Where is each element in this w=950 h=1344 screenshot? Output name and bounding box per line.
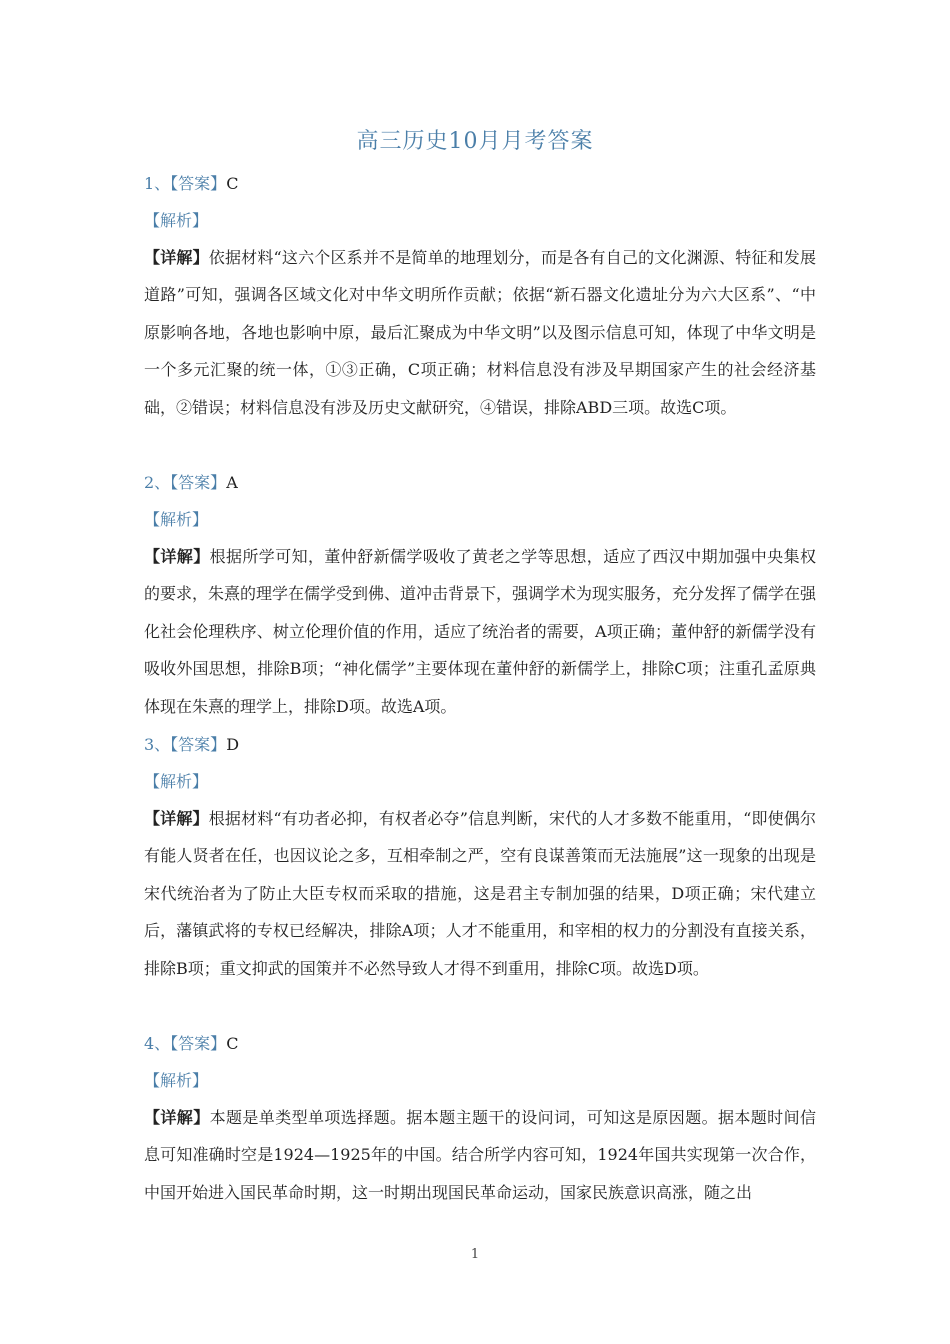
detail-paragraph-2 <box>144 538 816 725</box>
detail-paragraph-4 <box>144 1099 816 1211</box>
answer-value: C <box>226 1034 239 1053</box>
analysis-label-3: 【解析】 <box>144 772 209 791</box>
detail-text: 本题是单类型单项选择题。据本题主题干的设问词，可知这是原因题。据本题时间信息可知准确时空是1924—1925年的中国。结合所学内容可知，1924年国共实现第一次合作，中国开始进入国民革命时期，这一时期出现国民革命运动，国家民族意识高涨，随之出 <box>144 1108 816 1202</box>
detail-label: 【详解】 <box>144 1108 210 1127</box>
detail-label: 【详解】 <box>144 248 209 267</box>
analysis-label-1: 【解析】 <box>144 211 209 230</box>
detail-label: 【详解】 <box>144 547 210 566</box>
answer-value: D <box>226 735 240 754</box>
answer-line-4 <box>144 1033 816 1055</box>
answer-line-2 <box>144 472 816 494</box>
analysis-label-4: 【解析】 <box>144 1071 209 1090</box>
detail-text: 根据所学可知，董仲舒新儒学吸收了黄老之学等思想，适应了西汉中期加强中央集权的要求，朱熹的理学在儒学受到佛、道冲击背景下，强调学术为现实服务，充分发挥了儒学在强化社会伦理秩序、树立伦理价值的作用，适应了统治者的需要，A项正确；董仲舒的新儒学没有吸收外国思想，排除B项；“神化儒学”主要体现在董仲舒的新儒学上，排除C项；注重孔孟原典体现在朱熹的理学上，排除D项。故选A项。 <box>144 547 817 716</box>
detail-text: 根据材料“有功者必抑，有权者必夺”信息判断，宋代的人才多数不能重用，“即使偶尔有能人贤者在任，也因议论之多，互相牵制之严，空有良谋善策而无法施展”这一现象的出现是宋代统治者为了防止大臣专权而采取的措施，这是君主专制加强的结果，D项正确；宋代建立后，藩镇武将的专权已经解决，排除A项；人才不能重用，和宰相的权力的分割没有直接关系，排除B项；重文抑武的国策并不必然导致人才得不到重用，排除C项。故选D项。 <box>144 809 816 978</box>
answer-value: A <box>226 473 238 492</box>
detail-paragraph-1 <box>144 239 816 426</box>
answer-label: 3、【答案】 <box>144 735 227 754</box>
detail-paragraph-3 <box>144 800 816 987</box>
answer-label: 2、【答案】 <box>144 473 227 492</box>
answer-line-1 <box>144 173 816 195</box>
answer-label: 4、【答案】 <box>144 1034 227 1053</box>
detail-text: 依据材料“这六个区系并不是简单的地理划分，而是各有自己的文化渊源、特征和发展道路”可知，强调各区域文化对中华文明所作贡献；依据“新石器文化遗址分为六大区系”、“中原影响各地，各地也影响中原，最后汇聚成为中华文明”以及图示信息可知，体现了中华文明是一个多元汇聚的统一体，①③正确，C项正确；材料信息没有涉及早期国家产生的社会经济基础，②错误；材料信息没有涉及历史文献研究，④错误，排除ABD三项。故选C项。 <box>144 248 816 417</box>
answer-line-3 <box>144 734 816 756</box>
answer-label: 1、【答案】 <box>144 174 227 193</box>
detail-label: 【详解】 <box>144 809 209 828</box>
analysis-label-2: 【解析】 <box>144 510 209 529</box>
answer-value: C <box>226 174 239 193</box>
document-title: 高三历史10月月考答案 <box>356 129 594 154</box>
page-number: 1 <box>470 1247 480 1262</box>
